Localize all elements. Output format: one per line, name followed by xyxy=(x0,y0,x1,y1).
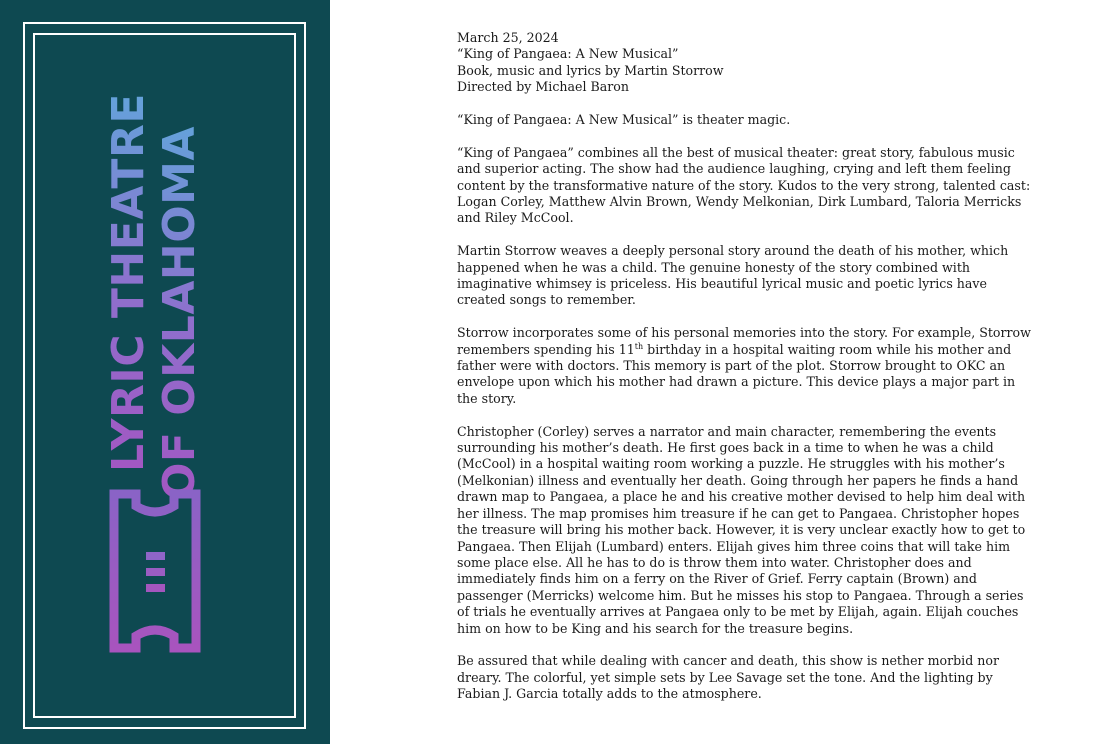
paragraph-4-end: birthday in a hospital waiting room while his mother and father were with doctors. This memory is part of the plot. Storrow brought to OKC an envelope upon which his mother had drawn a picture. This device plays a major part in the story. xyxy=(457,341,1016,406)
ticket-icon xyxy=(108,486,203,656)
logo-panel xyxy=(0,0,330,744)
review-date: March 25, 2024 xyxy=(457,30,559,45)
paragraph-4-start: Storrow incorporates some of his personal memories into the story. For example, Storrow remembers spending his 11 xyxy=(457,325,1031,357)
logo-title-line-2: OF OKLAHOMA xyxy=(158,100,202,500)
review-document xyxy=(457,30,1032,719)
show-director: Directed by Michael Baron xyxy=(457,79,629,95)
logo-title-line-1: LYRIC THEATRE xyxy=(107,72,151,472)
paragraph-1: “King of Pangaea: A New Musical” is theater magic. xyxy=(457,112,791,128)
paragraph-3: Martin Storrow weaves a deeply personal story around the death of his mother, which happened when he was a child. The genuine honesty of the story combined with imaginative whimsey is priceless. His beautiful lyrical music and poetic lyrics have created songs to remember. xyxy=(457,243,1009,308)
ordinal-suffix: th xyxy=(634,341,644,351)
review-header xyxy=(457,30,1032,96)
show-credits: Book, music and lyrics by Martin Storrow xyxy=(457,62,724,78)
paragraph-5: Christopher (Corley) serves a narrator and main character, remembering the events surrounding his mother’s death. He first goes back in a time to when he was a child (McCool) in a hospital waiting room working a puzzle. He struggles with his mother’s (Melkonian) illness and eventually her death. Going through her papers he finds a hand drawn map to Pangaea, a place he and his creative mother devised to help him deal with her illness. The map promises him treasure if he can get to Pangaea. Christopher hopes the treasure will bring his mother back. However, it is very unclear exactly how to get to Pangaea. Then Elijah (Lumbard) enters. Elijah gives him three coins that will take him some place else. All he has to do is throw them into water. Christopher does and immediately finds him on a ferry on the River of Grief. Ferry captain (Brown) and passenger (Merricks) welcome him. But he misses his stop to Pangaea. Through a series of trials he eventually arrives at Pangaea only to be met by Elijah, again. Elijah couches him on how to be King and his search for the treasure begins. xyxy=(457,423,1026,636)
paragraph-2: “King of Pangaea” combines all the best of musical theater: great story, fabulous music and superior acting. The show had the audience laughing, crying and left them feeling content by the transformative nature of the story. Kudos to the very strong, talented cast: Logan Corley, Matthew Alvin Brown, Wendy Melkonian, Dirk Lumbard, Taloria Merricks and Riley McCool. xyxy=(457,144,1031,226)
show-title: “King of Pangaea: A New Musical” xyxy=(457,46,679,62)
paragraph-4 xyxy=(457,325,1032,407)
paragraph-6: Be assured that while dealing with cancer and death, this show is nether morbid nor dreary. The colorful, yet simple sets by Lee Savage set the tone. And the lighting by Fabian J. Garcia totally adds to the atmosphere. xyxy=(457,653,999,702)
